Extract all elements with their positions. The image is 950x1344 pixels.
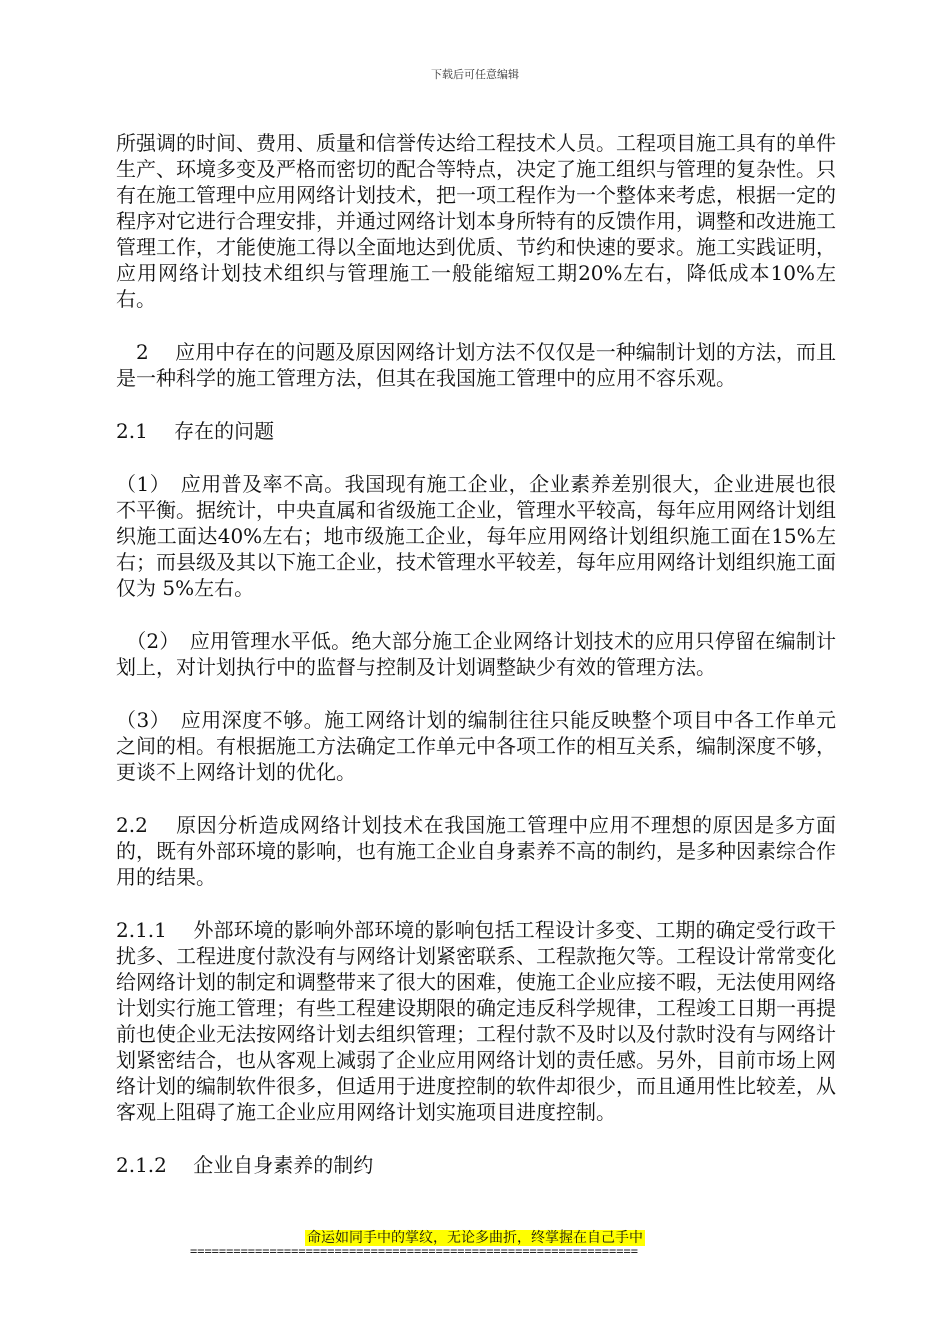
paragraph-section-2-1-1: 2.1.1 外部环境的影响外部环境的影响包括工程设计多变、工期的确定受行政干扰多、工程进度付款没有与网络计划紧密联系、工程款拖欠等。工程设计常常变化给网络计划的制定和调整带来了很大的困难，使施工企业应接不暇，无法使用网络计划实行施工管理；有些工程建设期限的确定违反科学规律，工程竣工日期一再提前也使企业无法按网络计划去组织管理；工程付款不及时以及付款时没有与网络计划紧密结合，也从客观上减弱了企业应用网络计划的责任感。另外，目前市场上网络计划的编制软件很多，但适用于进度控制的软件却很少，而且通用性比较差，从客观上阻碍了施工企业应用网络计划实施项目进度控制。 bbox=[116, 918, 836, 1124]
document-body bbox=[116, 130, 836, 1205]
page-header: 下载后可任意编辑 bbox=[431, 68, 519, 81]
paragraph-intro: 所强调的时间、费用、质量和信誉传达给工程技术人员。工程项目施工具有的单件生产、环境多变及严格而密切的配合等特点，决定了施工组织与管理的复杂性。只有在施工管理中应用网络计划技术，把一项工程作为一个整体来考虑，根据一定的程序对它进行合理安排，并通过网络计划本身所特有的反馈作用，调整和改进施工管理工作，才能使施工得以全面地达到优质、节约和快速的要求。施工实践证明，应用网络计划技术组织与管理施工一般能缩短工期20%左右，降低成本10%左右。 bbox=[116, 131, 836, 311]
paragraph-section-2-2: 2.2 原因分析造成网络计划技术在我国施工管理中应用不理想的原因是多方面的，既有外部环境的影响，也有施工企业自身素养不高的制约，是多种因素综合作用的结果。 bbox=[116, 813, 836, 889]
footer-divider: ============================================================== bbox=[190, 1244, 638, 1258]
paragraph-item-1: （1） 应用普及率不高。我国现有施工企业，企业素养差别很大，企业进展也很不平衡。据统计，中央直属和省级施工企业，管理水平较高，每年应用网络计划组织施工面达40%左右；地市级施工企业，每年应用网络计划组织施工面在15%左右；而县级及其以下施工企业，技术管理水平较差，每年应用网络计划组织施工面仅为 5%左右。 bbox=[116, 472, 836, 600]
heading-2-1: 2.1 存在的问题 bbox=[116, 419, 275, 443]
heading-2-1-2: 2.1.2 企业自身素养的制约 bbox=[116, 1153, 374, 1177]
paragraph-section-2: 2 应用中存在的问题及原因网络计划方法不仅仅是一种编制计划的方法，而且是一种科学的施工管理方法，但其在我国施工管理中的应用不容乐观。 bbox=[116, 340, 836, 390]
paragraph-item-2: （2） 应用管理水平低。绝大部分施工企业网络计划技术的应用只停留在编制计划上，对计划执行中的监督与控制及计划调整缺少有效的管理方法。 bbox=[116, 629, 836, 679]
footer-note-text: 命运如同手中的掌纹，无论多曲折，终掌握在自己手中 bbox=[307, 1230, 643, 1246]
paragraph-item-3: （3） 应用深度不够。施工网络计划的编制往往只能反映整个项目中各工作单元之间的相。有根据施工方法确定工作单元中各项工作的相互关系，编制深度不够，更谈不上网络计划的优化。 bbox=[116, 708, 836, 784]
